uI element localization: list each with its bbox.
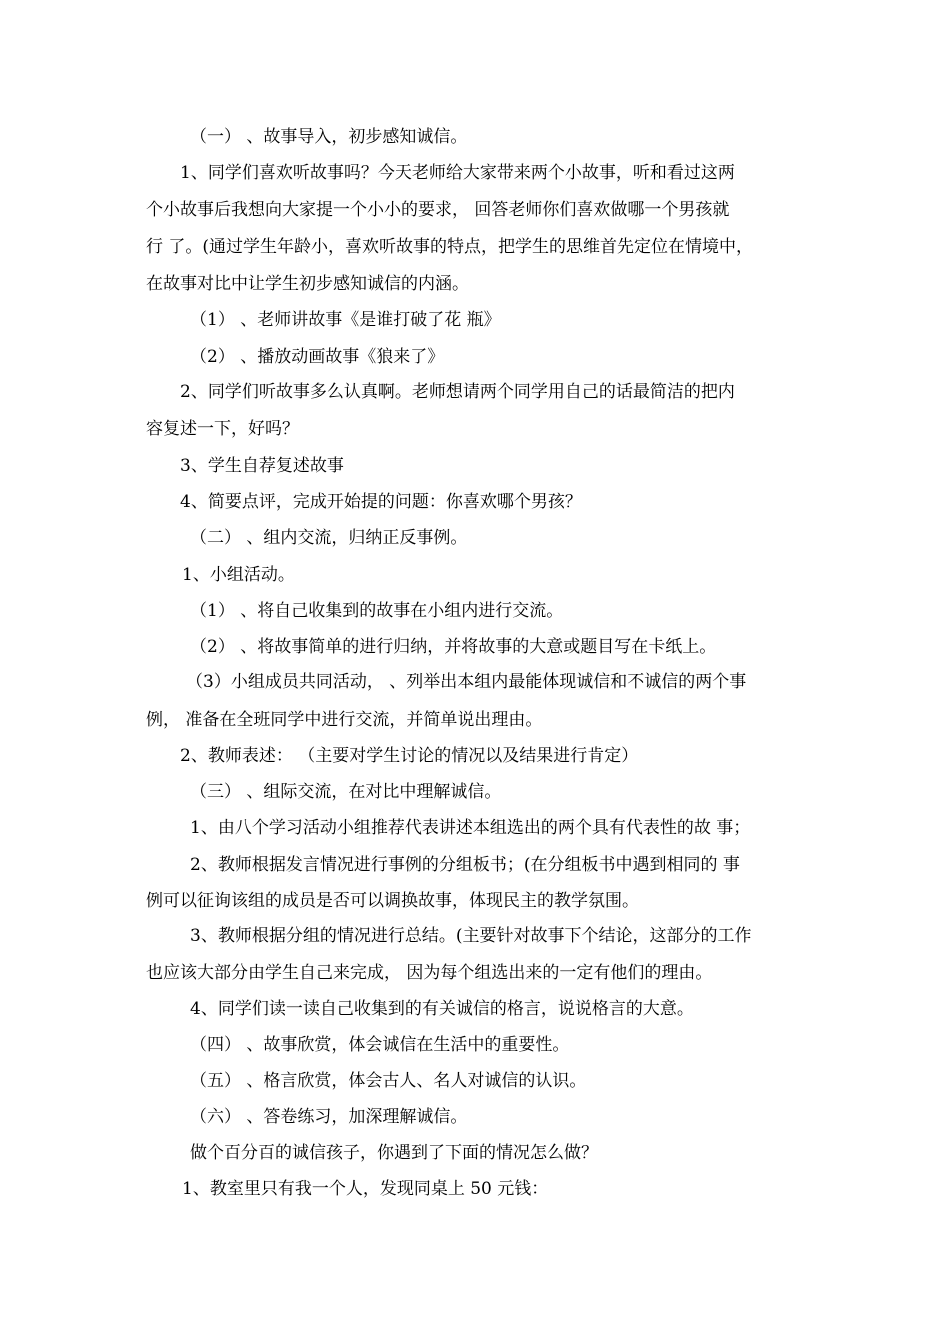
paragraph-line: 1、同学们喜欢听故事吗？今天老师给大家带来两个小故事，听和看过这两: [180, 163, 735, 183]
list-item: （1） 、老师讲故事《是谁打破了花 瓶》: [190, 310, 501, 330]
section-heading-5: （五） 、格言欣赏，体会古人、名人对诚信的认识。: [190, 1071, 587, 1091]
section-heading-3: （三） 、组际交流，在对比中理解诚信。: [190, 782, 502, 802]
paragraph-line: 行 了。(通过学生年龄小，喜欢听故事的特点，把学生的思维首先定位在情境中，: [146, 237, 754, 257]
paragraph-line: 例可以征询该组的成员是否可以调换故事，体现民主的教学氛围。: [146, 891, 639, 911]
list-item: （1） 、将自己收集到的故事在小组内进行交流。: [190, 601, 564, 621]
section-heading-2: （二） 、组内交流，归纳正反事例。: [190, 528, 468, 548]
paragraph-line: 4、简要点评，完成开始提的问题：你喜欢哪个男孩？: [180, 492, 582, 512]
paragraph-line: 3、教师根据分组的情况进行总结。(主要针对故事下个结论，这部分的工作: [190, 926, 752, 946]
paragraph-line: 1、由八个学习活动小组推荐代表讲述本组选出的两个具有代表性的故 事；: [190, 818, 751, 838]
list-item: （3）小组成员共同活动， 、列举出本组内最能体现诚信和不诚信的两个事: [186, 672, 747, 692]
section-heading-1: （一） 、故事导入，初步感知诚信。: [190, 127, 468, 147]
paragraph-line: 2、教师根据发言情况进行事例的分组板书；(在分组板书中遇到相同的 事: [190, 855, 740, 875]
section-heading-6: （六） 、答卷练习，加深理解诚信。: [190, 1107, 468, 1127]
section-heading-4: （四） 、故事欣赏，体会诚信在生活中的重要性。: [190, 1035, 570, 1055]
paragraph-line: 例， 准备在全班同学中进行交流，并简单说出理由。: [146, 710, 543, 730]
paragraph-line: 2、教师表述： （主要对学生讨论的情况以及结果进行肯定）: [180, 746, 639, 766]
paragraph-line: 在故事对比中让学生初步感知诚信的内涵。: [146, 274, 469, 294]
list-item: （2） 、播放动画故事《狼来了》: [190, 347, 445, 367]
paragraph-line: 4、同学们读一读自己收集到的有关诚信的格言，说说格言的大意。: [190, 999, 694, 1019]
list-item: （2） 、将故事简单的进行归纳，并将故事的大意或题目写在卡纸上。: [190, 637, 717, 657]
paragraph-line: 2、同学们听故事多么认真啊。老师想请两个同学用自己的话最简洁的把内: [180, 382, 735, 402]
paragraph-line: 1、小组活动。: [182, 565, 295, 585]
paragraph-line: 1、教室里只有我一个人，发现同桌上 50 元钱：: [182, 1179, 549, 1199]
paragraph-line: 3、学生自荐复述故事: [180, 456, 344, 476]
paragraph-line: 个小故事后我想向大家提一个小小的要求， 回答老师你们喜欢做哪一个男孩就: [146, 200, 730, 220]
paragraph-line: 也应该大部分由学生自己来完成， 因为每个组选出来的一定有他们的理由。: [146, 963, 713, 983]
paragraph-line: 容复述一下，好吗？: [146, 419, 299, 439]
paragraph-line: 做个百分百的诚信孩子，你遇到了下面的情况怎么做？: [190, 1143, 598, 1163]
